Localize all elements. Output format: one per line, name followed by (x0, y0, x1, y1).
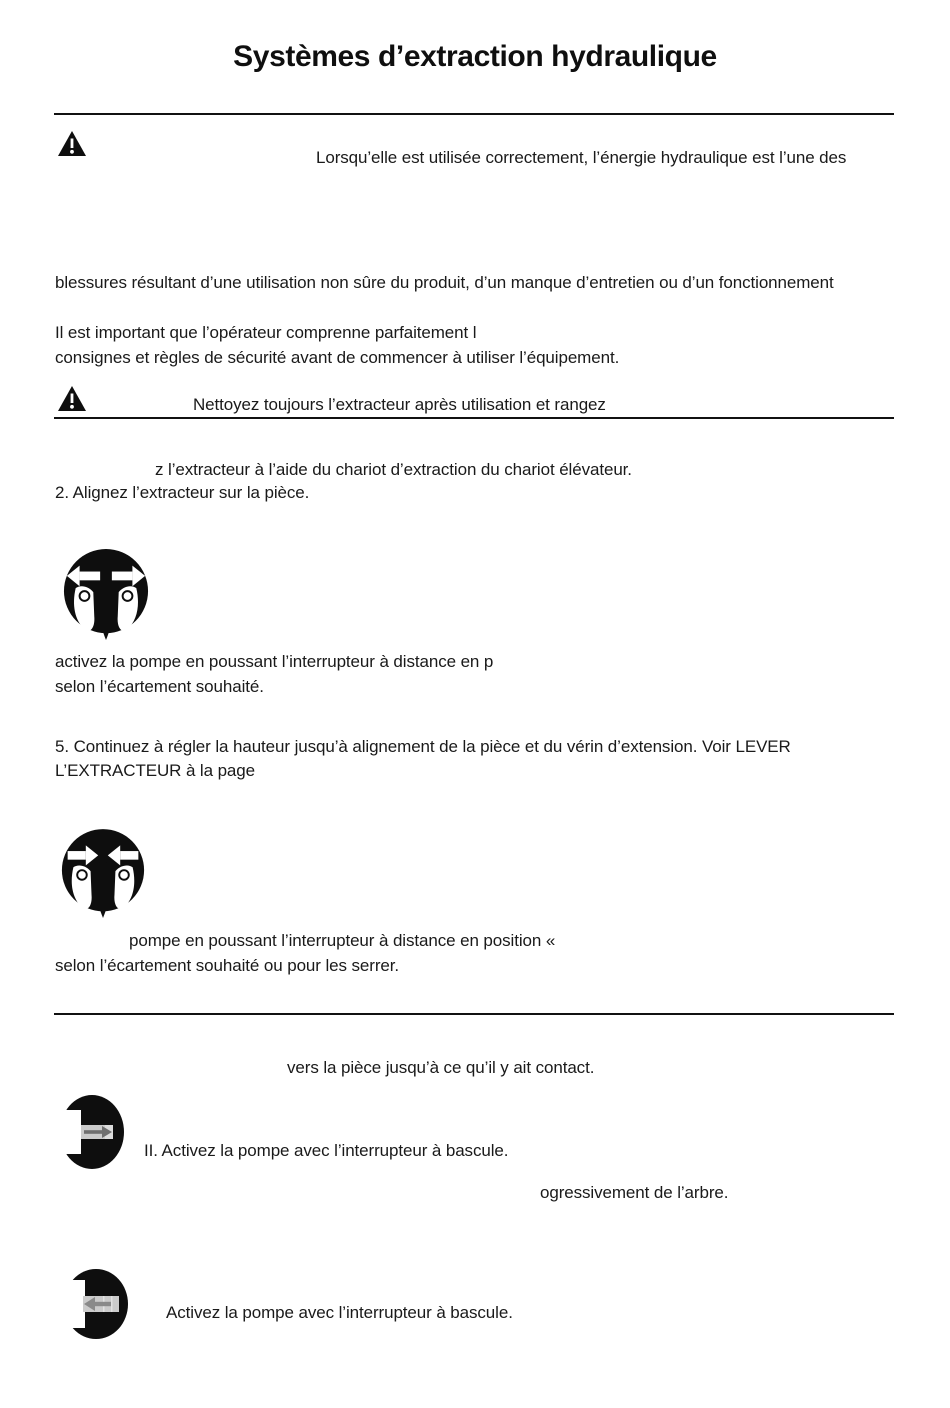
body-line-continuez: 5. Continuez à régler la hauteur jusqu’à alignement de la pièce et du vérin d’extension. Voir LEVER (55, 737, 791, 756)
body-line-blessures: blessures résultant d’une utilisation non sûre du produit, d’un manque d’entretien ou d’un fonctionnement (55, 273, 834, 292)
divider-middle (54, 417, 894, 419)
warning-text-1: Lorsqu’elle est utilisée correctement, l’énergie hydraulique est l’une des (316, 148, 847, 167)
page-title: Systèmes d’extraction hydraulique (233, 40, 717, 73)
body-line-important-1: Il est important que l’opérateur comprenne parfaitement l (55, 323, 477, 342)
body-line-ogressivement: ogressivement de l’arbre. (540, 1183, 729, 1202)
body-line-selon-2: selon l’écartement souhaité ou pour les serrer. (55, 956, 399, 975)
puller-jaws-spread-apart-icon (62, 548, 150, 642)
warning-text-2: Nettoyez toujours l’extracteur après utilisation et rangez (193, 395, 606, 414)
body-line-activez-2: II. Activez la pompe avec l’interrupteur à bascule. (144, 1141, 509, 1160)
body-line-chariot: z l’extracteur à l’aide du chariot d’extraction du chariot élévateur. (155, 460, 632, 479)
divider-bottom-section (54, 1013, 894, 1015)
body-line-vers: vers la pièce jusqu’à ce qu’il y ait contact. (287, 1058, 595, 1077)
divider-top (54, 113, 894, 115)
body-line-alignez: 2. Alignez l’extracteur sur la pièce. (55, 483, 310, 502)
body-line-pompe-2: pompe en poussant l’interrupteur à distance en position « (129, 931, 556, 950)
ram-retract-left-icon (63, 1268, 133, 1340)
warning-triangle-icon (57, 385, 87, 413)
body-line-selon-1: selon l’écartement souhaité. (55, 677, 264, 696)
warning-triangle-icon (57, 130, 87, 158)
body-line-activez-3: Activez la pompe avec l’interrupteur à bascule. (166, 1303, 513, 1322)
ram-extend-right-icon (59, 1094, 125, 1170)
puller-jaws-close-together-icon (60, 828, 146, 920)
body-line-activez-1: activez la pompe en poussant l’interrupteur à distance en p (55, 652, 494, 671)
body-line-extracteur-page: L’EXTRACTEUR à la page (55, 761, 255, 780)
body-line-important-2: consignes et règles de sécurité avant de commencer à utiliser l’équipement. (55, 348, 620, 367)
